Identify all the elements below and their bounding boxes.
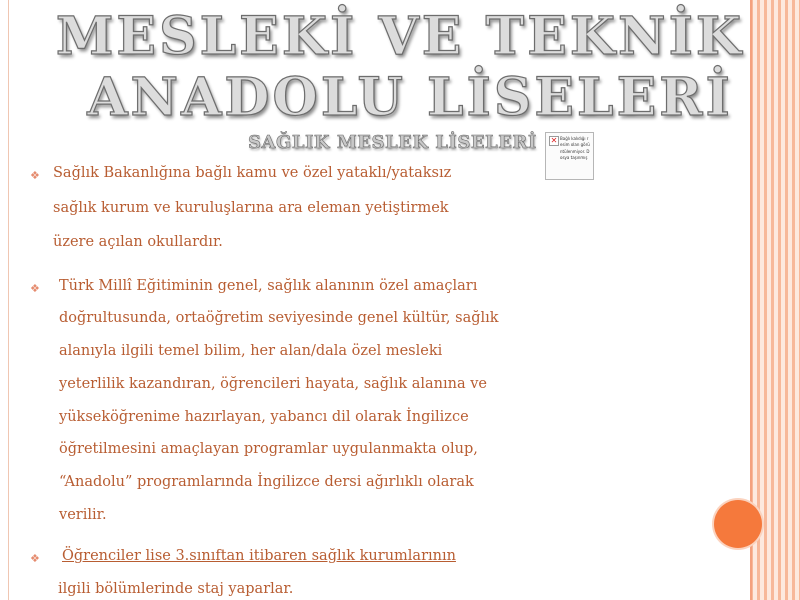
paragraph-line: yeterlilik kazandıran, öğrencileri hayata, sağlık alanına ve (59, 376, 487, 392)
paragraph-line: sağlık kurum ve kuruluşlarına ara eleman yetiştirmek (53, 200, 449, 216)
diamond-bullet-icon: ❖ (30, 169, 40, 182)
slide-title-line-2: ANADOLU LİSELERİ (87, 67, 733, 128)
paragraph-line: üzere açılan okullardır. (53, 234, 223, 250)
paragraph-line: Türk Millî Eğitiminin genel, sağlık alanının özel amaçları (59, 278, 478, 294)
paragraph-line: verilir. (59, 507, 107, 523)
slide-title-line-1: MESLEKİ VE TEKNİK (55, 6, 745, 67)
paragraph-line: öğretilmesini amaçlayan programlar uygulanmakta olup, (59, 441, 478, 457)
paragraph-line: Öğrenciler lise 3.sınıftan itibaren sağlık kurumlarının (62, 548, 456, 564)
paragraph-line: yükseköğrenime hazırlayan, yabancı dil olarak İngilizce (59, 409, 469, 425)
paragraph-line: alanıyla ilgili temel bilim, her alan/dala özel mesleki (59, 343, 443, 359)
diamond-bullet-icon: ❖ (30, 552, 40, 565)
decorative-orange-circle (714, 500, 762, 548)
paragraph-line: doğrultusunda, ortaöğretim seviyesinde genel kültür, sağlık (59, 310, 499, 326)
broken-image-placeholder (545, 132, 594, 180)
diamond-bullet-icon: ❖ (30, 282, 40, 295)
paragraph-line: Sağlık Bakanlığına bağlı kamu ve özel yataklı/yataksız (53, 165, 452, 181)
broken-image-alt-text: Bağlı kalıdığı resim olan görüntülenmiyor. Dosya taşınmış (560, 136, 590, 161)
slide-subtitle: SAĞLIK MESLEK LİSELERİ (248, 132, 537, 153)
paragraph-line: “Anadolu” programlarında İngilizce dersi ağırlıklı olarak (59, 474, 474, 490)
paragraph-line: ilgili bölümlerinde staj yaparlar. (58, 581, 294, 597)
broken-image-icon: ✕ (550, 136, 558, 145)
